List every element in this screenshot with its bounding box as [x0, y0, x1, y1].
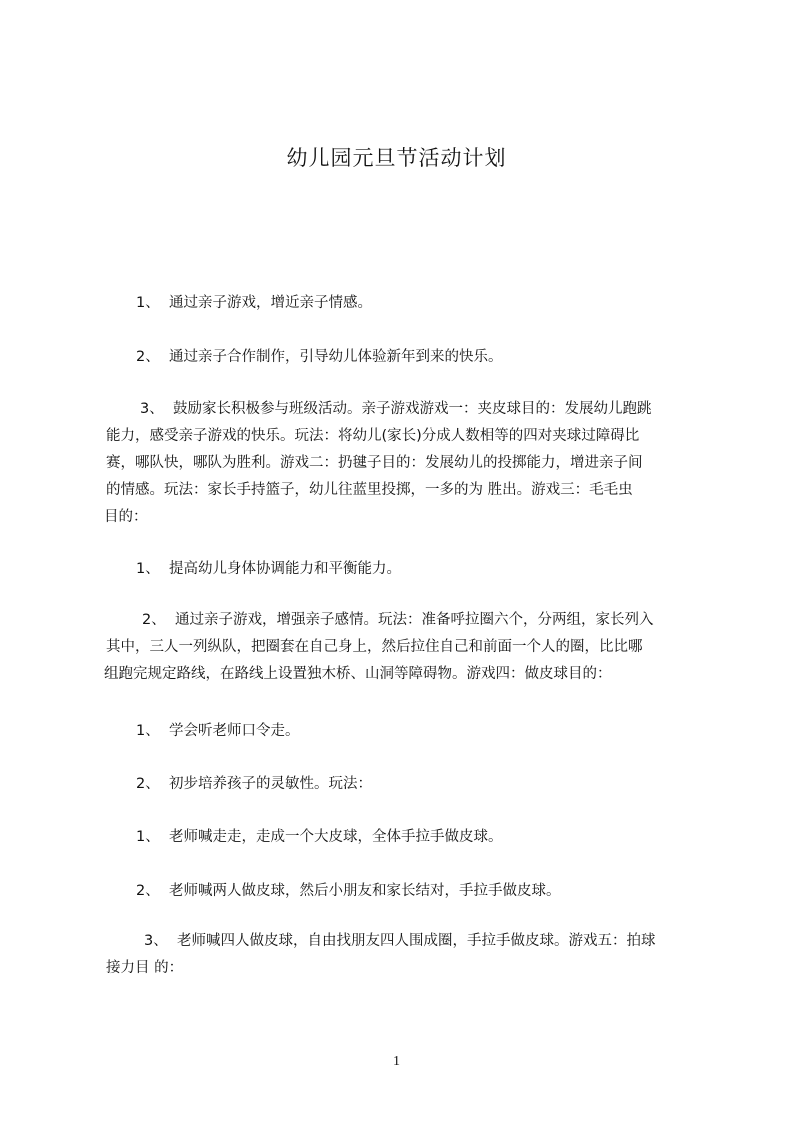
item-number: 2、 [136, 776, 160, 792]
item-text: 提高幼儿身体协调能力和平衡能力。 [169, 561, 401, 577]
paragraph-line: 的情感。玩法：家长手持篮子，幼儿往蓝里投掷，一多的为 胜出。游戏三：毛毛虫 [106, 482, 633, 498]
item-number: 2、 [142, 612, 166, 628]
paragraph [106, 396, 698, 531]
paragraph-line: 其中，三人一列纵队，把圈套在自己身上，然后拉住自己和前面一个人的圈，比比哪 [106, 639, 643, 655]
item-number: 2、 [136, 883, 160, 899]
item-text: 老师喊走走，走成一个大皮球，全体手拉手做皮球。 [169, 829, 503, 845]
item-number: 3、 [140, 401, 164, 417]
item-text: 学会听老师口令走。 [169, 723, 300, 739]
item-text: 老师喊两人做皮球，然后小朋友和家长结对，手拉手做皮球。 [169, 883, 561, 899]
document-title: 幼儿园元旦节活动计划 [286, 146, 507, 170]
list-item [136, 291, 372, 312]
item-number: 1、 [136, 295, 160, 311]
paragraph-line: 鼓励家长积极参与班级活动。亲子游戏游戏一：夹皮球目的：发展幼儿跑跳 [173, 401, 652, 417]
paragraph-line: 目的： [104, 509, 148, 525]
paragraph-line: 能力，感受亲子游戏的快乐。玩法：将幼儿(家长)分成人数相等的四对夹球过障碍比 [106, 428, 640, 444]
list-item [136, 345, 503, 366]
paragraph [106, 607, 698, 688]
item-text: 通过亲子游戏，增近亲子情感。 [169, 295, 372, 311]
item-number: 3、 [144, 933, 168, 949]
paragraph-line: 接力目 的： [106, 960, 184, 976]
page-number: 1 [393, 1054, 400, 1069]
item-text: 通过亲子合作制作，引导幼儿体验新年到来的快乐。 [169, 349, 503, 365]
item-text: 初步培养孩子的灵敏性。玩法： [169, 776, 372, 792]
item-number: 1、 [136, 561, 160, 577]
paragraph-line: 通过亲子游戏，增强亲子感情。玩法：准备呼拉圈六个，分两组，家长列入 [175, 612, 654, 628]
item-number: 2、 [136, 349, 160, 365]
list-item [136, 557, 401, 578]
paragraph-line: 赛，哪队快，哪队为胜利。游戏二：扔毽子目的：发展幼儿的投掷能力，增进亲子间 [106, 455, 643, 471]
item-number: 1、 [136, 723, 160, 739]
list-item [136, 772, 372, 793]
paragraph-line: 老师喊四人做皮球，自由找朋友四人围成圈，手拉手做皮球。游戏五：拍球 [177, 933, 656, 949]
list-item [136, 879, 561, 900]
paragraph-line: 组跑完规定路线，在路线上设置独木桥、山洞等障碍物。游戏四：做皮球目的： [104, 666, 612, 682]
paragraph [106, 928, 698, 982]
list-item [136, 719, 300, 740]
list-item [136, 825, 503, 846]
item-number: 1、 [136, 829, 160, 845]
